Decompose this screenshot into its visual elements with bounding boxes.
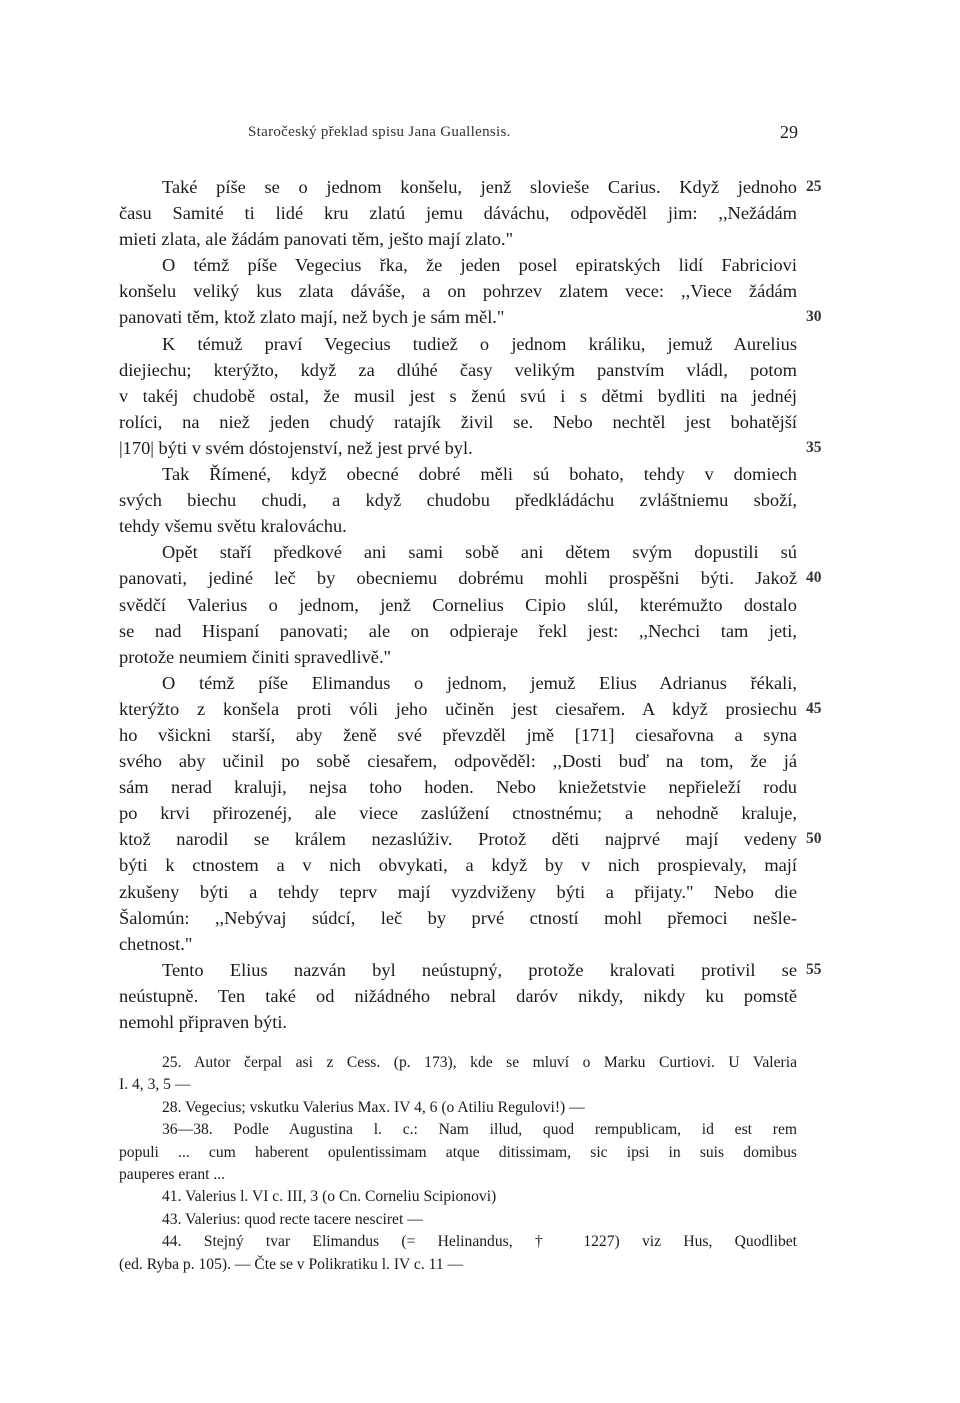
text-line-text: ho všickni starší, aby ženě své převzděl jmě [171] ciesařovna a syna	[119, 724, 797, 745]
text-line	[119, 592, 797, 618]
text-line-text: Šalomún: ,,Nebývaj súdcí, leč by prvé ctností mohl přemoci nešle-	[119, 907, 797, 928]
footnote-line-text: pauperes erant ...	[119, 1165, 226, 1183]
text-line	[119, 644, 797, 670]
footnote-line-text: 36—38. Podle Augustina l. c.: Nam illud, quod rempublicam, id est rem	[162, 1121, 797, 1139]
text-line	[119, 852, 797, 878]
text-line-text: diejiechu; kterýžto, když za dlúhé časy velikým panstvím vládl, potom	[119, 359, 797, 380]
text-line-text: svědčí Valerius o jednom, jenž Cornelius Cipio slúl, kterémužto dostalo	[119, 594, 797, 615]
text-line	[119, 905, 797, 931]
text-line-text: protože neumiem činiti spravedlivě."	[119, 646, 392, 667]
text-line-text: mieti zlata, ale žádám panovati těm, ješto mají zlato."	[119, 229, 514, 250]
footnote-line	[119, 1164, 797, 1186]
footnote-line-text: populi ... cum haberent opulentissimam atque ditissimam, sic ipsi in suis domibus	[119, 1143, 797, 1161]
text-line-text: svých biechu chudi, a když chudobu předkládáchu zvláštniemu sboží,	[119, 490, 797, 511]
text-line-text: chetnost."	[119, 933, 193, 954]
text-line	[119, 383, 797, 409]
line-number: 25	[806, 178, 822, 195]
text-line	[119, 513, 797, 539]
text-line	[119, 409, 797, 435]
text-line-text: Tak Římené, když obecné dobré měli sú bohato, tehdy v domiech	[162, 464, 797, 485]
text-line-text: konšelu veliký kus zlata dáváše, a on pohrzev zlatem vece: ,,Viece žádám	[119, 281, 797, 302]
footnote-line-text: 25. Autor čerpal asi z Cess. (p. 173), kde se mluví o Marku Curtiovi. U Valeria	[162, 1054, 797, 1071]
footnote-line	[119, 1119, 797, 1141]
text-line-text: po krvi přirozenéj, ale viece zaslúžení ctnostnému; a nehodně kraluje,	[119, 803, 797, 824]
footnote-line-text: 41. Valerius l. VI c. III, 3 (o Cn. Corneliu Scipionovi)	[162, 1188, 497, 1206]
text-line	[119, 774, 797, 800]
line-number: 50	[806, 830, 822, 848]
text-line-text: zkušeny býti a tehdy teprv mají vyzdviženy býti a přijaty." Nebo die	[119, 881, 797, 902]
footnote-line-text: 28. Vegecius; vskutku Valerius Max. IV 4, 6 (o Atiliu Regulovi!) —	[162, 1098, 585, 1116]
text-line-text: Také píše se o jednom konšelu, jenž slovieše Carius. Když jednoho	[162, 177, 797, 197]
line-number: 40	[806, 569, 822, 587]
text-line	[119, 696, 822, 722]
text-line	[119, 1009, 797, 1035]
text-line	[119, 670, 797, 696]
page-header	[0, 124, 960, 148]
text-line	[119, 226, 797, 252]
line-number: 35	[806, 438, 822, 456]
text-line	[119, 174, 822, 200]
footnote-line-text: (ed. Ryba p. 105). — Čte se v Polikratiku l. IV c. 11 —	[119, 1255, 464, 1273]
footnotes	[119, 1052, 797, 1276]
text-line	[119, 357, 797, 383]
text-line-text: svého aby učinil po sobě ciesařem, odpověděl: ,,Dosti buď na tom, že já	[119, 751, 797, 772]
text-line	[119, 487, 797, 513]
footnote-line	[119, 1074, 797, 1096]
footnote-line	[119, 1142, 797, 1164]
text-line-text: v takéj chudobě ostal, že musil jest s ženú svú i s dětmi bydliti na jednéj	[119, 385, 797, 406]
text-line-text: sám nerad kraluji, nejsa toho hoden. Nebo kniežetstvie nepřieleží rodu	[119, 777, 797, 798]
text-line	[119, 800, 797, 826]
text-line-text: |170| býti v svém dóstojenství, než jest prvé byl.	[119, 437, 473, 458]
page-number: 29	[780, 122, 798, 142]
text-line-text: O témž píše Elimandus o jednom, jemuž Elius Adrianus řékali,	[162, 672, 797, 693]
text-line-text: nemohl připraven býti.	[119, 1012, 288, 1032]
text-line	[119, 539, 797, 565]
text-line-text: býti k ctnostem a v nich obvykati, a když by v nich prospievaly, mají	[119, 855, 797, 876]
text-line-text: rolíci, na niež jeden chudý ratajík živil se. Nebo nechtěl jest bohatější	[119, 411, 797, 432]
footnote-line	[119, 1052, 797, 1074]
text-line	[119, 252, 797, 278]
line-number: 30	[806, 308, 822, 326]
text-line	[119, 983, 797, 1009]
text-line	[119, 304, 822, 330]
text-line	[119, 748, 797, 774]
footnote-line-text: 43. Valerius: quod recte tacere nesciret —	[162, 1210, 423, 1228]
footnote-line	[119, 1231, 797, 1253]
line-number: 55	[806, 960, 822, 978]
text-line	[119, 931, 797, 957]
footnote-line-text: I. 4, 3, 5 —	[119, 1076, 191, 1094]
text-line-text: kterýžto z konšela proti vóli jeho učiněn jest ciesařem. A když prosiechu	[119, 698, 797, 719]
text-line	[119, 435, 822, 461]
line-number: 45	[806, 699, 822, 717]
text-line-text: O témž píše Vegecius řka, že jeden posel epiratských lidí Fabriciovi	[162, 255, 797, 276]
text-line	[119, 200, 797, 226]
text-line-text: času Samité ti lidé kru zlatú jemu dáváchu, odpověděl jim: ,,Nežádám	[119, 203, 797, 224]
text-line-text: panovati těm, ktož zlato mají, než bych je sám měl."	[119, 307, 505, 328]
main-text	[119, 174, 822, 1035]
footnote-line	[119, 1254, 797, 1276]
text-line-text: Opět staří předkové ani sami sobě ani dětem svým dopustili sú	[162, 542, 797, 563]
text-line	[119, 879, 797, 905]
text-line-text: tehdy všemu světu kralováchu.	[119, 516, 347, 537]
text-line	[119, 826, 822, 852]
text-line	[119, 461, 797, 487]
text-line	[119, 278, 797, 304]
footnote-line-text: 44. Stejný tvar Elimandus (= Helinandus, † 1227) viz Hus, Quodlibet	[162, 1233, 797, 1251]
running-title: Staročeský překlad spisu Jana Guallensis.	[248, 124, 511, 140]
text-line-text: Tento Elius nazván byl neústupný, protože kralovati protivil se	[162, 959, 797, 980]
text-line	[119, 618, 797, 644]
text-line-text: panovati, jediné leč by obecniemu dobrému mohli prospěšni býti. Jakož	[119, 568, 797, 589]
text-line-text: ktož narodil se králem nezaslúživ. Protož děti najprvé mají vedeny	[119, 829, 797, 850]
footnote-line	[119, 1209, 797, 1231]
text-line-text: neústupně. Ten také od nižádného nebral daróv nikdy, nikdy ku pomstě	[119, 985, 797, 1006]
text-line-text: K témuž praví Vegecius tudiež o jednom králiku, jemuž Aurelius	[162, 333, 797, 354]
text-line	[119, 565, 822, 591]
text-line-text: se nad Hispaní panovati; ale on odpieraje řekl jest: ,,Nechci tam jeti,	[119, 620, 797, 641]
text-line	[119, 957, 822, 983]
text-line	[119, 331, 797, 357]
footnote-line	[119, 1186, 797, 1208]
footnote-line	[119, 1097, 797, 1119]
text-line	[119, 722, 797, 748]
